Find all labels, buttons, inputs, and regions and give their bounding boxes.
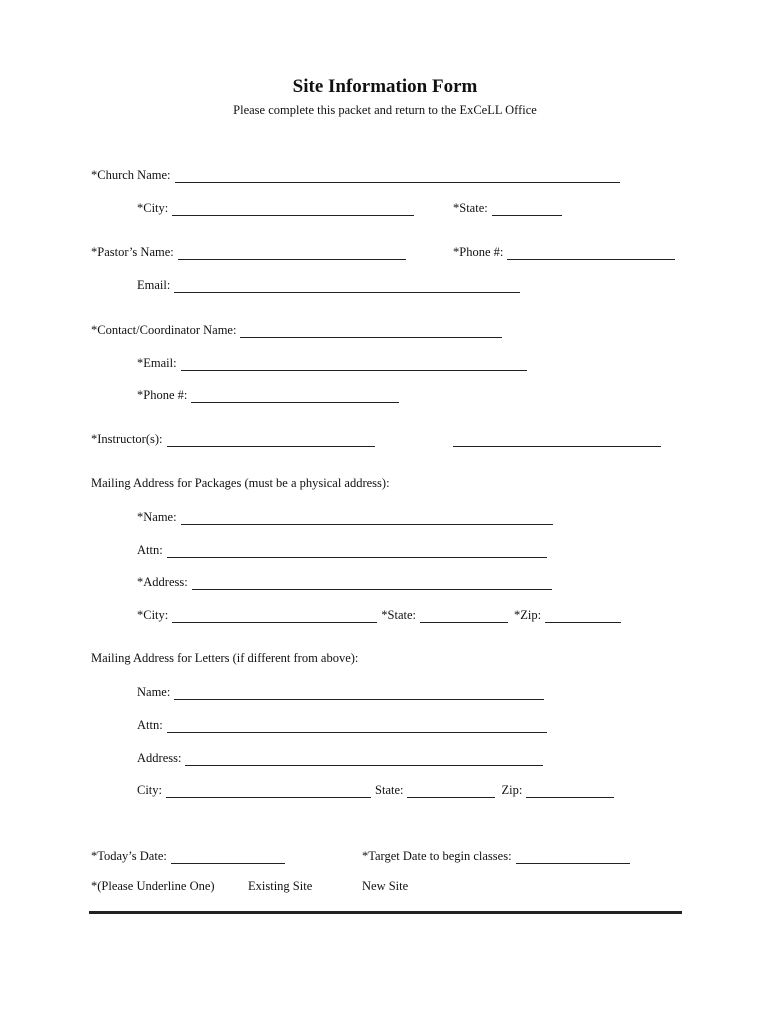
church-state-field[interactable] [492, 203, 562, 216]
packages-heading: Mailing Address for Packages (must be a physical address): [91, 476, 390, 490]
church-city-row [137, 198, 414, 216]
letters-zip-field[interactable] [526, 785, 614, 798]
church-name-label: *Church Name: [91, 168, 171, 182]
packages-city-label: *City: [137, 608, 169, 622]
contact-phone-field[interactable] [191, 390, 399, 403]
target-date-label: *Target Date to begin classes: [362, 849, 512, 863]
packages-attn-field[interactable] [167, 545, 547, 558]
letters-heading: Mailing Address for Letters (if different from above): [91, 651, 359, 665]
contact-phone-row [137, 385, 399, 403]
pastor-phone-label: *Phone #: [453, 245, 504, 259]
instructors-row [91, 429, 375, 447]
church-city-label: *City: [137, 201, 169, 215]
packages-city-state-zip-row [137, 605, 621, 623]
today-date-label: *Today’s Date: [91, 849, 167, 863]
packages-attn-row [137, 540, 547, 558]
letters-address-label: Address: [137, 751, 182, 765]
letters-zip-label: Zip: [501, 783, 523, 797]
form-title: Site Information Form [292, 76, 478, 97]
bottom-divider [89, 911, 682, 914]
instructor-field-2[interactable] [453, 434, 661, 447]
letters-name-label: Name: [137, 685, 171, 699]
contact-name-row [91, 320, 502, 338]
church-state-label: *State: [453, 201, 488, 215]
packages-zip-label: *Zip: [513, 608, 542, 622]
option-new-site[interactable]: New Site [362, 879, 409, 893]
packages-zip-field[interactable] [545, 610, 621, 623]
letters-city-state-zip-row [137, 780, 614, 798]
form-subtitle: Please complete this packet and return to the ExCeLL Office [233, 103, 537, 117]
contact-name-field[interactable] [240, 325, 502, 338]
letters-city-field[interactable] [166, 785, 371, 798]
packages-attn-label: Attn: [137, 543, 163, 557]
target-date-row [362, 846, 630, 864]
packages-address-row [137, 572, 552, 590]
packages-address-field[interactable] [192, 577, 552, 590]
church-name-row [91, 165, 620, 183]
pastor-phone-field[interactable] [507, 247, 675, 260]
church-city-field[interactable] [172, 203, 414, 216]
instructors-row-2 [453, 429, 661, 447]
church-state-row [453, 198, 562, 216]
packages-city-field[interactable] [172, 610, 377, 623]
option-existing-site[interactable]: Existing Site [248, 879, 313, 893]
packages-name-label: *Name: [137, 510, 177, 524]
packages-state-label: *State: [381, 608, 416, 622]
packages-name-field[interactable] [181, 512, 553, 525]
letters-attn-field[interactable] [167, 720, 547, 733]
contact-name-label: *Contact/Coordinator Name: [91, 323, 237, 337]
today-date-field[interactable] [171, 851, 285, 864]
pastor-email-label: Email: [137, 278, 171, 292]
letters-attn-label: Attn: [137, 718, 163, 732]
pastor-email-row [137, 275, 520, 293]
packages-state-field[interactable] [420, 610, 508, 623]
packages-name-row [137, 507, 553, 525]
letters-name-field[interactable] [174, 687, 544, 700]
underline-instruction: *(Please Underline One) [91, 879, 215, 893]
pastor-name-label: *Pastor’s Name: [91, 245, 174, 259]
letters-state-label: State: [375, 783, 404, 797]
letters-address-field[interactable] [185, 753, 543, 766]
contact-email-label: *Email: [137, 356, 177, 370]
letters-address-row [137, 748, 543, 766]
letters-city-label: City: [137, 783, 163, 797]
pastor-name-field[interactable] [178, 247, 406, 260]
contact-phone-label: *Phone #: [137, 388, 188, 402]
letters-name-row [137, 682, 544, 700]
pastor-phone-row [453, 242, 675, 260]
instructors-label: *Instructor(s): [91, 432, 163, 446]
letters-attn-row [137, 715, 547, 733]
packages-address-label: *Address: [137, 575, 188, 589]
contact-email-field[interactable] [181, 358, 527, 371]
today-date-row [91, 846, 285, 864]
contact-email-row [137, 353, 527, 371]
instructor-field-1[interactable] [167, 434, 375, 447]
target-date-field[interactable] [516, 851, 630, 864]
pastor-name-row [91, 242, 406, 260]
letters-state-field[interactable] [407, 785, 495, 798]
pastor-email-field[interactable] [174, 280, 520, 293]
church-name-field[interactable] [175, 170, 620, 183]
